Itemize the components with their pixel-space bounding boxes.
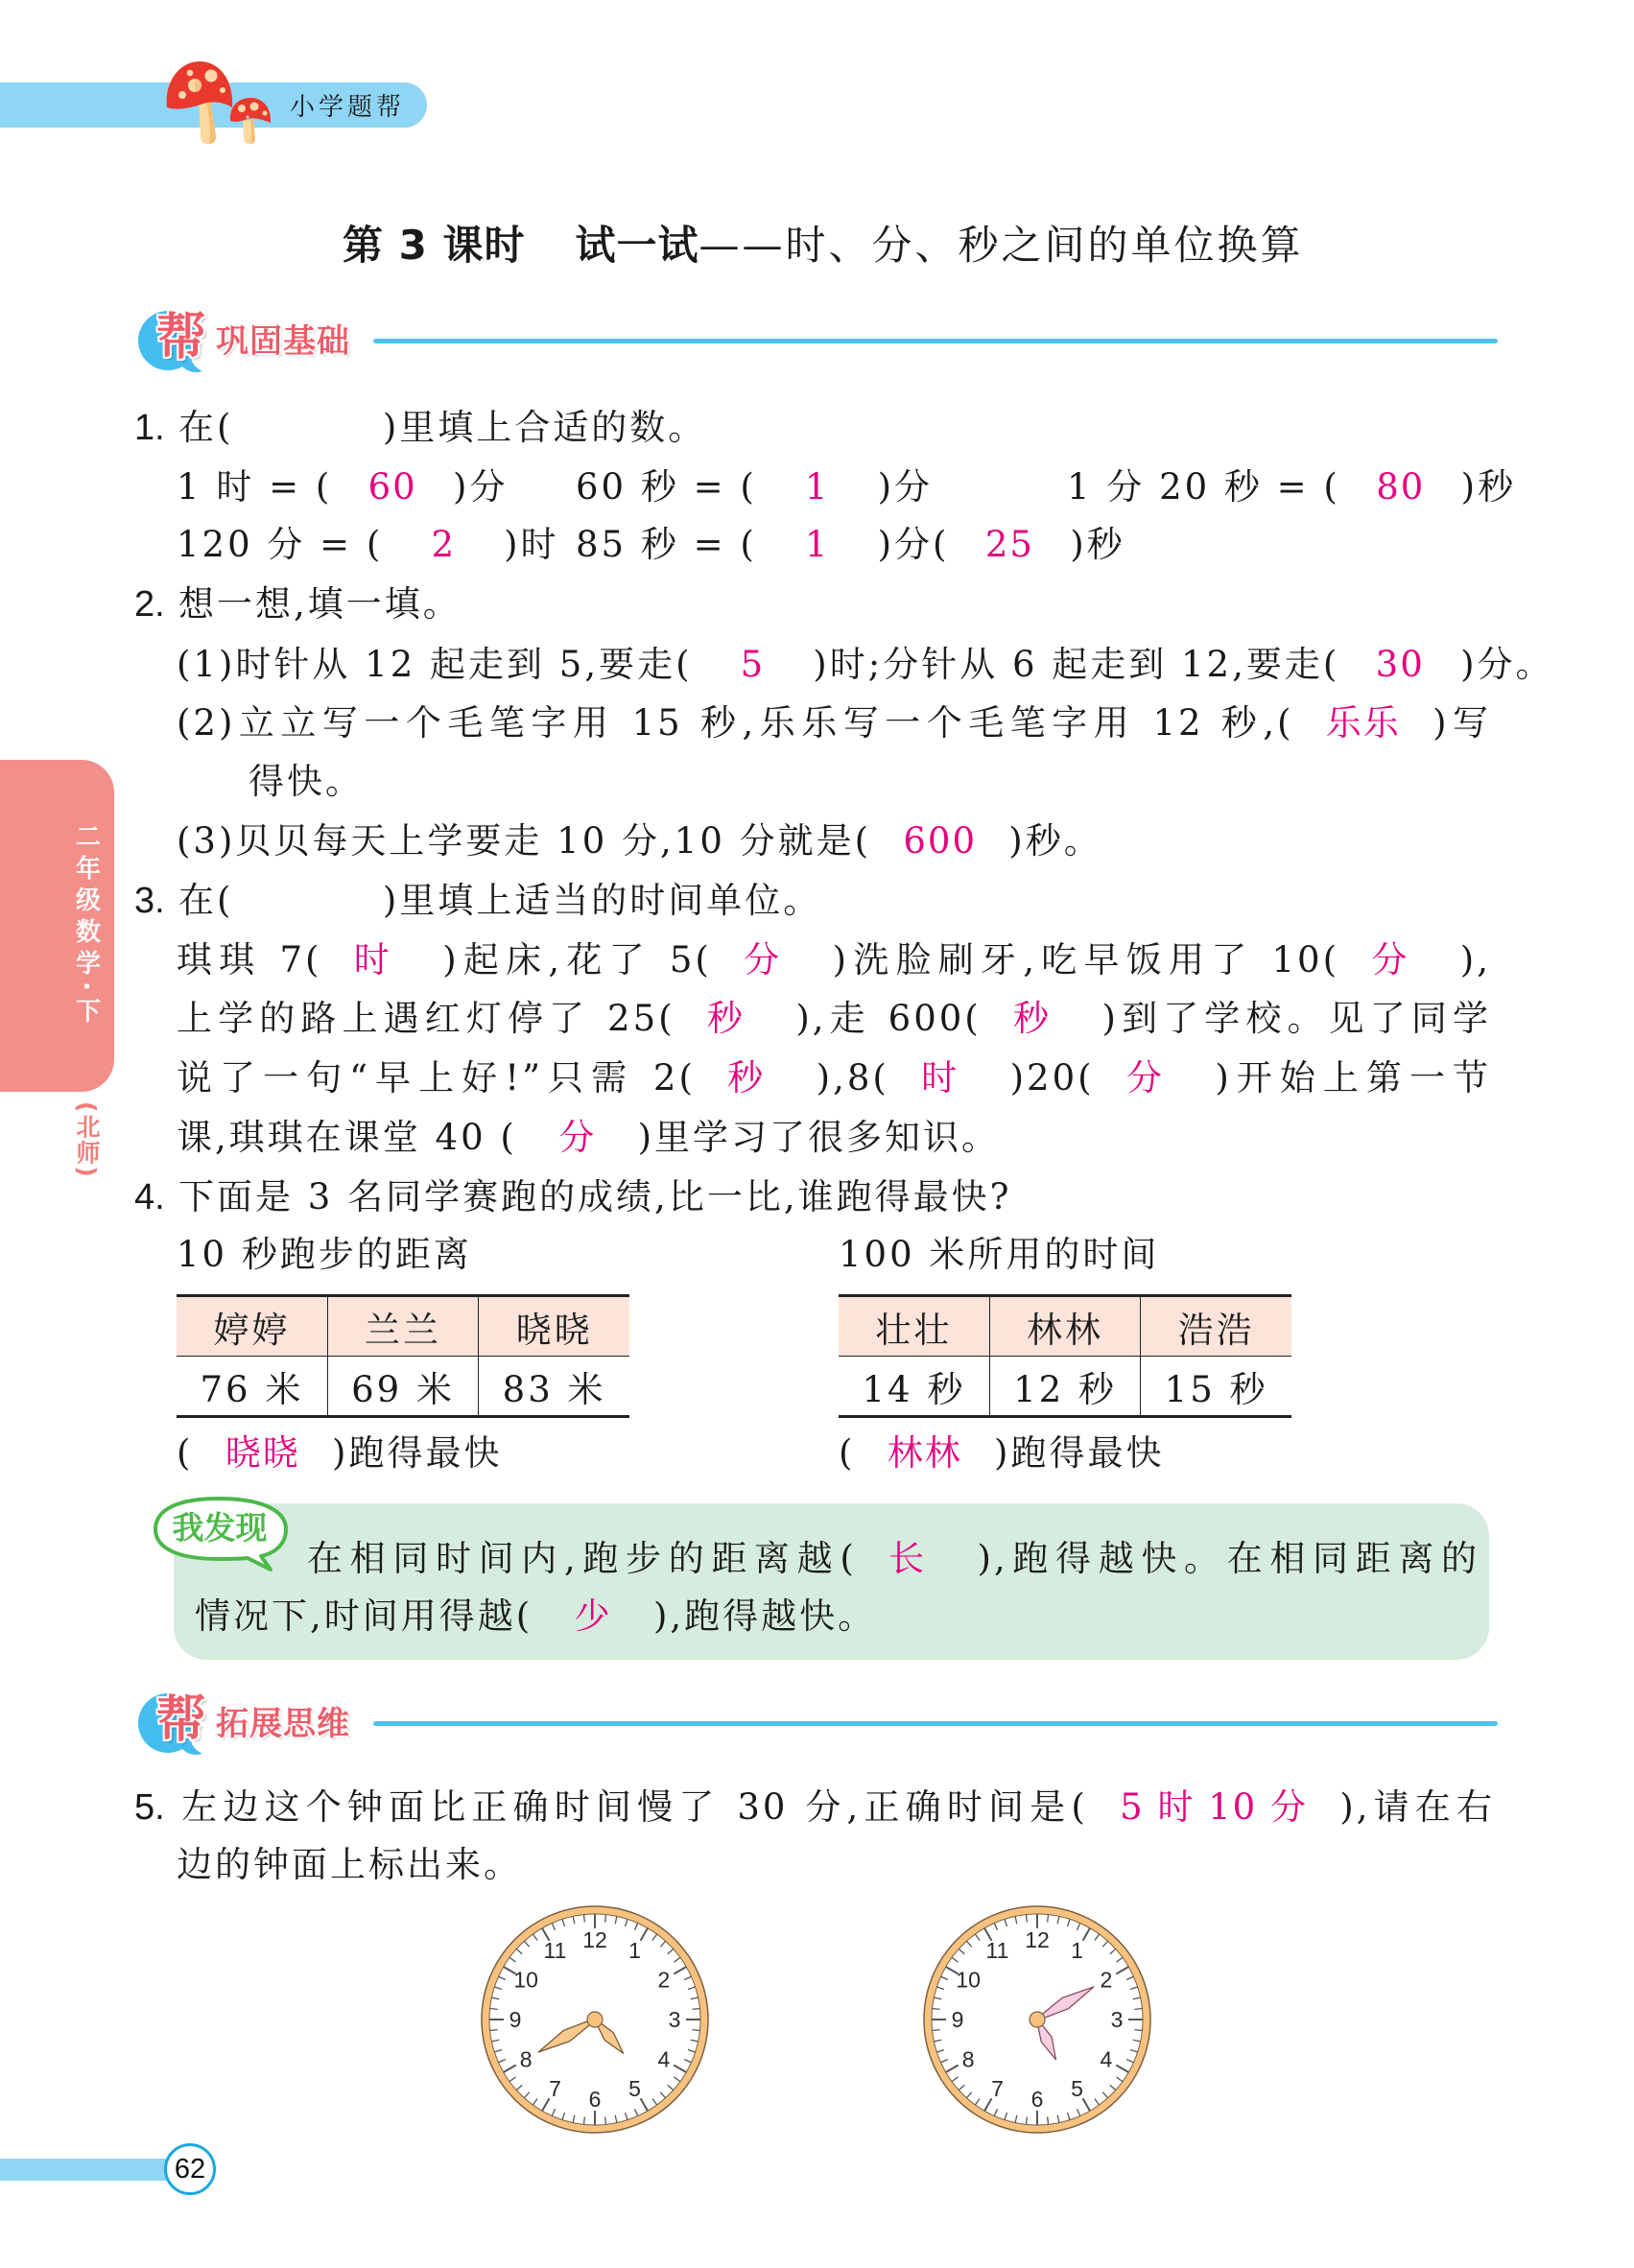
minute-tick [1048, 2116, 1049, 2124]
text-segment: )跑得最快 [994, 1432, 1165, 1474]
table-cell: 83 米 [479, 1357, 629, 1417]
minute-tick [692, 2009, 699, 2010]
text-segment: 左边这个钟面比正确时间慢了 30 分,正确时间是( [178, 1786, 1088, 1828]
dial-number: 8 [961, 2046, 975, 2072]
text-segment: 下面是 3 名同学赛跑的成绩,比一比,谁跑得最快? [178, 1176, 1012, 1217]
minute-tick [933, 2030, 940, 2031]
text-segment: (2)立立写一个毛笔字用 15 秒,乐乐写一个毛笔字用 12 秒,( [177, 702, 1294, 744]
answer-blank[interactable]: 秒 [706, 998, 745, 1039]
table-cell: 12 秒 [989, 1357, 1140, 1417]
text-segment: )跑得最快 [332, 1432, 503, 1474]
minute-tick [490, 2030, 498, 2031]
dial-number: 4 [657, 2046, 671, 2072]
minute-tick [692, 2030, 699, 2031]
distance-answer [177, 1424, 502, 1483]
table-header-cell: 林林 [989, 1296, 1140, 1357]
text-segment: )开始上第一节 [1215, 1057, 1491, 1099]
distance-table [177, 1294, 629, 1418]
text-segment: )秒。 [1008, 820, 1102, 862]
grade-side-tab-text [67, 760, 106, 1092]
minute-tick [933, 2009, 940, 2010]
prompt-text [178, 583, 462, 625]
answer-blank[interactable]: 时 [921, 1057, 959, 1099]
prompt-text [178, 1786, 1495, 1828]
answer-blank[interactable]: 分 [744, 939, 782, 980]
question-3-prompt [134, 871, 821, 931]
text-segment: ),走 600( [795, 998, 982, 1039]
text-segment: ( [839, 1432, 856, 1474]
table-cell: 76 米 [177, 1357, 327, 1417]
text-segment: )分( [877, 524, 950, 565]
dial-number: 5 [1071, 2075, 1083, 2101]
dial-number: 7 [991, 2075, 1004, 2101]
minute-tick [1134, 2030, 1142, 2031]
dial-number: 2 [657, 1967, 671, 1993]
clock-icon-slow [475, 1900, 715, 2139]
q1-item-hour-to-min [177, 458, 508, 517]
discovery-badge-label: 我发现 [172, 1509, 268, 1547]
answer-blank[interactable]: 秒 [1013, 998, 1052, 1039]
answer-blank[interactable]: 5 时 10 分 [1120, 1786, 1308, 1828]
text-segment: ),请在右 [1339, 1786, 1495, 1828]
answer-blank[interactable]: 分 [1125, 1057, 1164, 1099]
answer-blank[interactable]: 30 [1375, 644, 1425, 685]
text-segment: )秒 [1460, 466, 1517, 508]
answer-blank[interactable]: 1 [804, 524, 830, 565]
dial-number: 6 [588, 2087, 602, 2112]
answer-blank[interactable]: 80 [1376, 466, 1426, 508]
text-segment: 上学的路上遇红灯停了 25( [177, 998, 675, 1039]
table-header-row [839, 1296, 1291, 1357]
text-segment: ),跑得越快。在相同距离的 [977, 1538, 1480, 1579]
text-segment: )起床,花了 5( [442, 939, 712, 980]
text-segment: 琪琪 7( [177, 939, 322, 980]
time-answer [839, 1424, 1164, 1483]
section-header-extend [137, 1690, 1500, 1758]
section-header-basic [137, 308, 1500, 375]
section-badge: 帮 [156, 309, 207, 366]
text-segment: )分 [453, 466, 509, 508]
dial-number: 3 [668, 2007, 681, 2032]
text-segment: )到了学校。见了同学 [1101, 998, 1492, 1039]
answer-blank[interactable]: 25 [984, 524, 1034, 565]
table-header-cell: 婷婷 [177, 1296, 327, 1357]
question-4-prompt [134, 1168, 1011, 1227]
dial-number: 8 [519, 2046, 533, 2072]
table-header-cell: 壮壮 [839, 1296, 989, 1357]
prompt-text [178, 1176, 1011, 1217]
time-table [839, 1294, 1291, 1418]
prompt-text [178, 407, 706, 448]
text-segment: )时 [504, 524, 559, 565]
answer-blank[interactable]: 少 [574, 1595, 612, 1637]
table-header-cell: 浩浩 [1141, 1296, 1291, 1357]
text-segment: (1)时针从 12 起走到 5,要走( [177, 644, 693, 685]
question-5-prompt-cont [177, 1835, 522, 1895]
q2-sub-3 [177, 812, 1102, 871]
table-header-cell: 晓晓 [479, 1296, 629, 1357]
text-segment: )20( [1009, 1057, 1095, 1099]
question-1-prompt [134, 398, 706, 458]
text-segment: 课,琪琪在课堂 40 ( [177, 1117, 517, 1158]
dial-number: 4 [1100, 2046, 1113, 2072]
text-segment: )分 [877, 466, 934, 508]
dial-number: 7 [549, 2075, 561, 2101]
dial-number: 10 [513, 1967, 538, 1993]
table-caption-distance: 10 秒跑步的距离 [177, 1234, 472, 1275]
answer-blank[interactable]: 乐乐 [1325, 702, 1401, 744]
text-segment: 在相同时间内,跑步的距离越( [307, 1538, 857, 1579]
answer-blank[interactable]: 1 [804, 466, 830, 508]
question-2-prompt [134, 575, 462, 634]
lesson-activity: 试一试 [575, 222, 699, 269]
table-caption-time: 100 米所用的时间 [839, 1234, 1160, 1275]
question-5-prompt [134, 1778, 1495, 1837]
dial-number: 5 [628, 2075, 641, 2101]
answer-blank[interactable]: 600 [903, 820, 977, 862]
minute-tick [584, 1915, 585, 1923]
dial-number: 3 [1110, 2007, 1124, 2032]
question-number: 1. [134, 408, 165, 448]
text-segment: 120 分 = ( [177, 524, 384, 565]
text-segment: ), [1459, 939, 1491, 980]
clock-icon-correct [917, 1900, 1157, 2139]
question-number: 5. [134, 1787, 165, 1828]
q3-line-2 [177, 989, 1491, 1049]
q3-line-1 [177, 931, 1491, 990]
grade-label: 二年级数学·下 [71, 822, 101, 1029]
page-number: 62 [164, 2143, 216, 2195]
mushroom-logo-icon [165, 59, 276, 146]
answer-blank[interactable]: 分 [1371, 939, 1409, 980]
minute-tick [1027, 2116, 1028, 2124]
text-segment: 在( [178, 880, 234, 921]
edition-label: (北师) [73, 1101, 101, 1179]
table-cell: 14 秒 [839, 1357, 989, 1417]
q1-item-minsec-to-sec [1067, 458, 1516, 517]
text-segment: 想一想,填一填。 [178, 583, 462, 625]
text-segment: )洗脸刷牙,吃早饭用了 10( [832, 939, 1340, 980]
minute-tick [584, 2116, 585, 2124]
question-number: 4. [134, 1177, 165, 1217]
q3-line-4 [177, 1108, 1000, 1168]
discovery-line-2 [195, 1587, 876, 1646]
section-label: 拓展思维 [216, 1705, 350, 1743]
q3-line-3 [177, 1049, 1491, 1108]
text-segment: ( [177, 1432, 194, 1474]
answer-blank[interactable]: 长 [888, 1538, 927, 1579]
text-segment: 1 时 = ( [177, 466, 333, 508]
text-segment: 边的钟面上标出来。 [177, 1844, 522, 1885]
answer-blank[interactable]: 5 [740, 644, 766, 685]
section-label: 巩固基础 [216, 322, 350, 361]
text-segment: 情况下,时间用得越( [195, 1595, 533, 1637]
table-row [177, 1357, 629, 1417]
text-segment: 得快。 [249, 761, 364, 802]
text-segment: 60 秒 = ( [576, 466, 757, 508]
minute-tick [1027, 1915, 1028, 1923]
discovery-line-1 [307, 1529, 1480, 1589]
answer-blank[interactable]: 时 [353, 939, 391, 980]
table-header-row [177, 1296, 629, 1357]
minute-tick [490, 2009, 498, 2010]
clock-center-pin [1030, 2012, 1045, 2027]
answer-blank[interactable]: 2 [431, 524, 456, 565]
lesson-number: 第 3 课时 [343, 222, 526, 269]
dial-number: 12 [1025, 1927, 1050, 1952]
answer-blank[interactable]: 60 [367, 466, 417, 508]
question-number: 2. [134, 584, 165, 625]
text-segment: (3)贝贝每天上学要走 10 分,10 分就是( [177, 820, 872, 862]
answer-blank[interactable]: 秒 [727, 1057, 766, 1099]
text-segment: )里填上合适的数。 [382, 407, 707, 448]
text-segment: )写 [1433, 702, 1491, 744]
minute-tick [1134, 2009, 1142, 2010]
dial-number: 11 [985, 1938, 1009, 1964]
dial-number: 6 [1030, 2087, 1044, 2112]
text-segment: )秒 [1070, 524, 1125, 565]
footer-bar [0, 2159, 173, 2181]
text-segment: ),跑得越快。 [652, 1595, 877, 1637]
section-rule [373, 1721, 1498, 1726]
text-segment: )时;分针从 6 起走到 12,要走( [813, 644, 1340, 685]
dial-number: 10 [956, 1967, 981, 1993]
q1-item-sec-to-min [576, 458, 933, 517]
answer-blank[interactable]: 分 [558, 1117, 597, 1158]
text-segment: 1 分 20 秒 = ( [1067, 466, 1340, 508]
dial-number: 2 [1100, 1967, 1113, 1993]
minute-tick [1048, 1915, 1049, 1923]
dial-number: 1 [1071, 1938, 1083, 1964]
table-row [839, 1357, 1291, 1417]
text-segment: 在( [178, 407, 234, 448]
text-segment: )里学习了很多知识。 [637, 1117, 1001, 1158]
q2-sub-2-cont [249, 752, 364, 812]
prompt-text [178, 880, 821, 921]
text-segment: )分。 [1460, 644, 1554, 685]
dial-number: 12 [582, 1927, 607, 1952]
table-cell: 15 秒 [1141, 1357, 1291, 1417]
section-badge: 帮 [156, 1691, 207, 1749]
lesson-topic: ——时、分、秒之间的单位换算 [699, 222, 1304, 269]
question-number: 3. [134, 881, 165, 921]
dial-number: 11 [543, 1938, 567, 1964]
text-segment: ),8( [816, 1057, 889, 1099]
section-rule [373, 339, 1498, 343]
table-cell: 69 米 [327, 1357, 478, 1417]
q1-item-sec-to-minsec [576, 515, 1125, 575]
q2-sub-1 [177, 635, 1554, 695]
q2-sub-2 [177, 694, 1491, 753]
brand-name: 小学题帮 [290, 93, 406, 122]
dial-number: 9 [951, 2007, 964, 2032]
text-segment: )里填上适当的时间单位。 [382, 880, 822, 921]
answer-blank[interactable]: 林林 [887, 1432, 962, 1474]
answer-blank[interactable]: 晓晓 [225, 1432, 300, 1474]
dial-number: 1 [628, 1938, 641, 1964]
minute-tick [605, 1915, 606, 1923]
text-segment: 85 秒 = ( [576, 524, 757, 565]
clock-center-pin [587, 2012, 603, 2027]
table-header-cell: 兰兰 [327, 1296, 478, 1357]
page-title [343, 221, 1304, 271]
minute-tick [605, 2116, 606, 2124]
q1-item-min-to-hour [177, 515, 559, 575]
dial-number: 9 [509, 2007, 522, 2032]
text-segment: 说了一句“早上好!”只需 2( [177, 1057, 696, 1099]
